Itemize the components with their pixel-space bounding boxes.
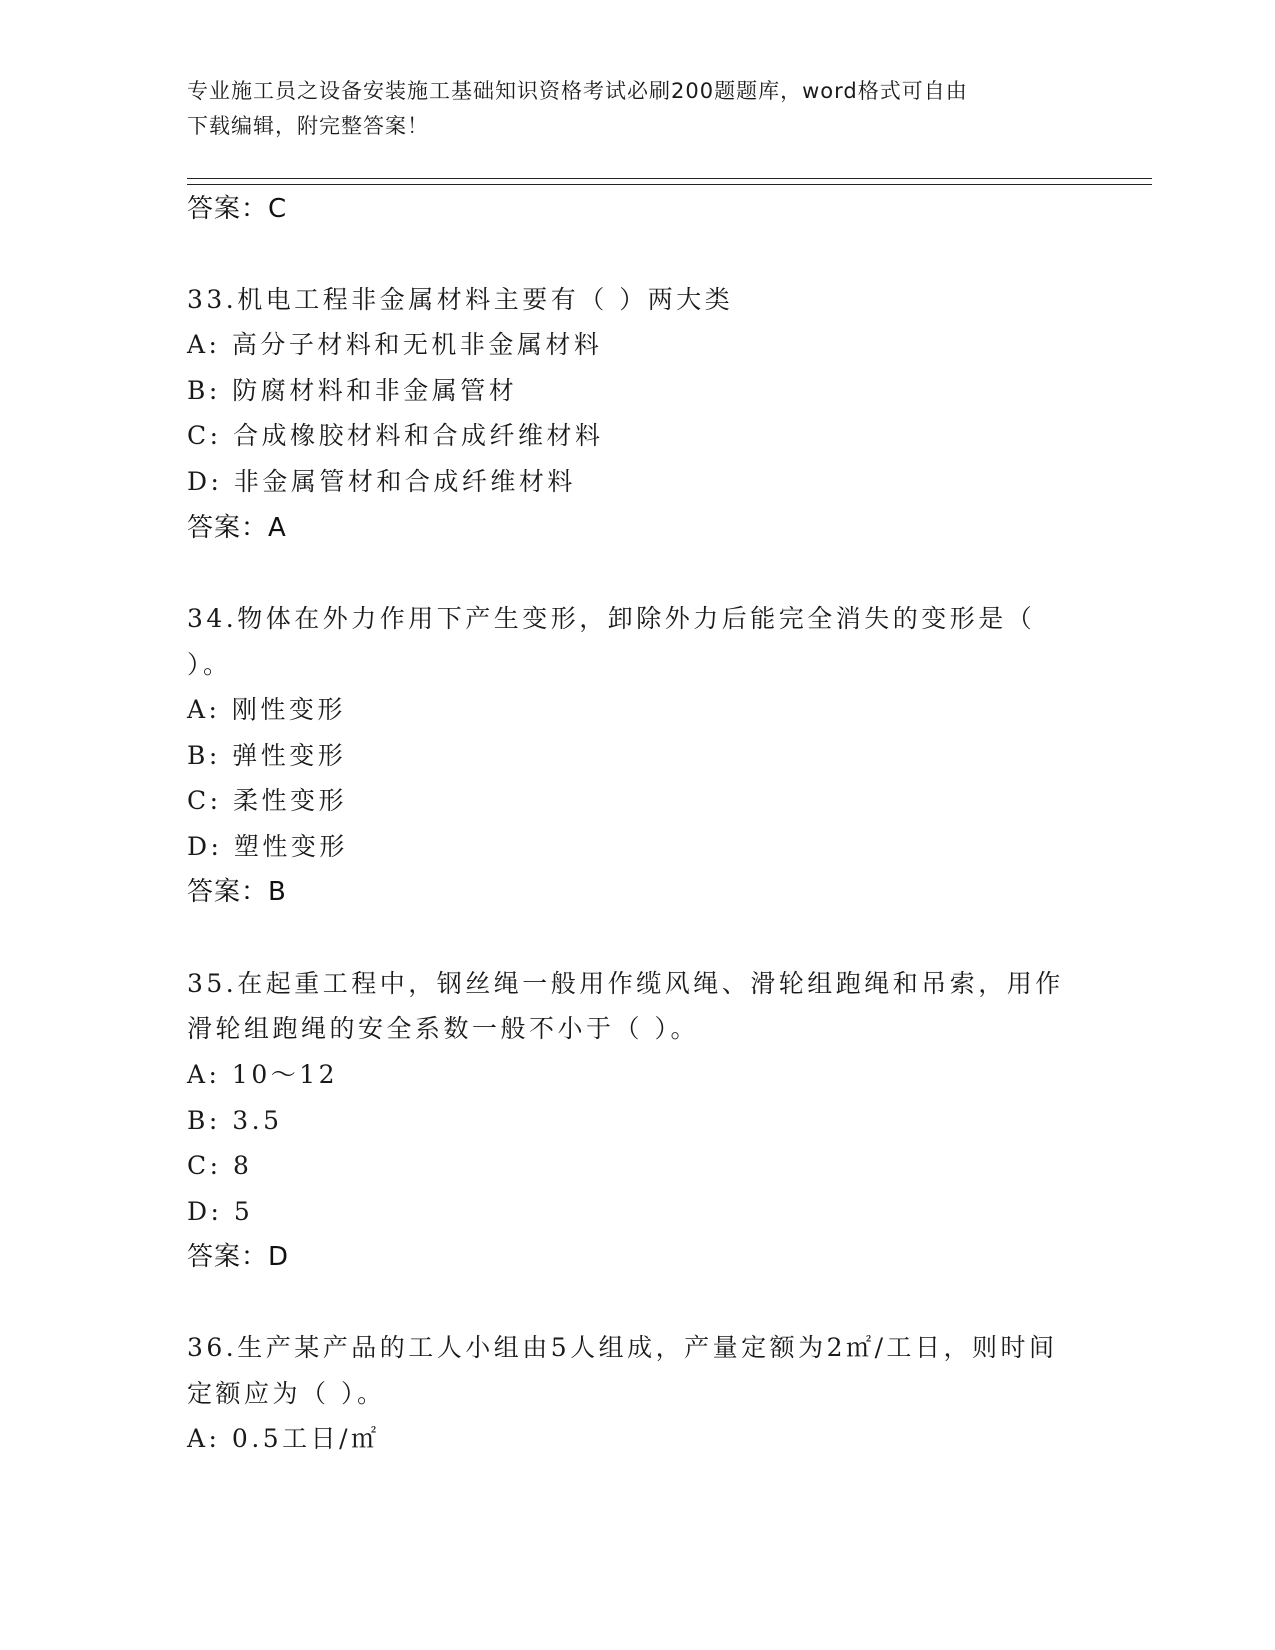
header-divider-bottom xyxy=(187,184,1152,185)
question-35-option-b: B: 3.5 xyxy=(187,1106,283,1135)
question-35-stem-line-2: 滑轮组跑绳的安全系数一般不小于（ ）。 xyxy=(187,1014,699,1043)
question-34-answer: 答案：B xyxy=(187,877,287,907)
question-33-answer: 答案：A xyxy=(187,513,287,543)
question-35-option-c: C: 8 xyxy=(187,1151,253,1180)
question-34-option-c: C: 柔性变形 xyxy=(187,786,347,815)
question-33-option-b: B: 防腐材料和非金属管材 xyxy=(187,376,518,405)
question-36-stem-line-2: 定额应为（ ）。 xyxy=(187,1379,386,1408)
page-header xyxy=(187,74,1067,144)
header-line-1: 专业施工员之设备安装施工基础知识资格考试必刷200题题库，word格式可自由 xyxy=(187,79,968,103)
question-36-option-a: A: 0.5工日/㎡ xyxy=(187,1424,380,1453)
header-line-2: 下载编辑，附完整答案！ xyxy=(187,114,429,138)
header-divider-top xyxy=(187,178,1152,179)
question-34-stem-line-2: ）。 xyxy=(187,650,232,679)
question-33-option-a: A: 高分子材料和无机非金属材料 xyxy=(187,330,603,359)
question-35-option-a: A: 10～12 xyxy=(187,1060,339,1089)
question-33-option-c: C: 合成橡胶材料和合成纤维材料 xyxy=(187,421,604,450)
question-34-option-a: A: 刚性变形 xyxy=(187,695,346,724)
question-33-stem: 33.机电工程非金属材料主要有（ ）两大类 xyxy=(187,285,734,314)
question-33-option-d: D: 非金属管材和合成纤维材料 xyxy=(187,467,576,496)
question-35-answer: 答案：D xyxy=(187,1242,290,1272)
question-34-option-b: B: 弹性变形 xyxy=(187,741,347,770)
question-35-stem-line-1: 35.在起重工程中，钢丝绳一般用作缆风绳、滑轮组跑绳和吊索，用作 xyxy=(187,969,1064,998)
question-34-stem-line-1: 34.物体在外力作用下产生变形，卸除外力后能完全消失的变形是（ xyxy=(187,604,1036,633)
previous-answer: 答案：C xyxy=(187,194,288,224)
question-34-option-d: D: 塑性变形 xyxy=(187,832,348,861)
question-35-option-d: D: 5 xyxy=(187,1197,254,1226)
question-36-stem-line-1: 36.生产某产品的工人小组由5人组成，产量定额为2㎡/工日，则时间 xyxy=(187,1333,1058,1362)
